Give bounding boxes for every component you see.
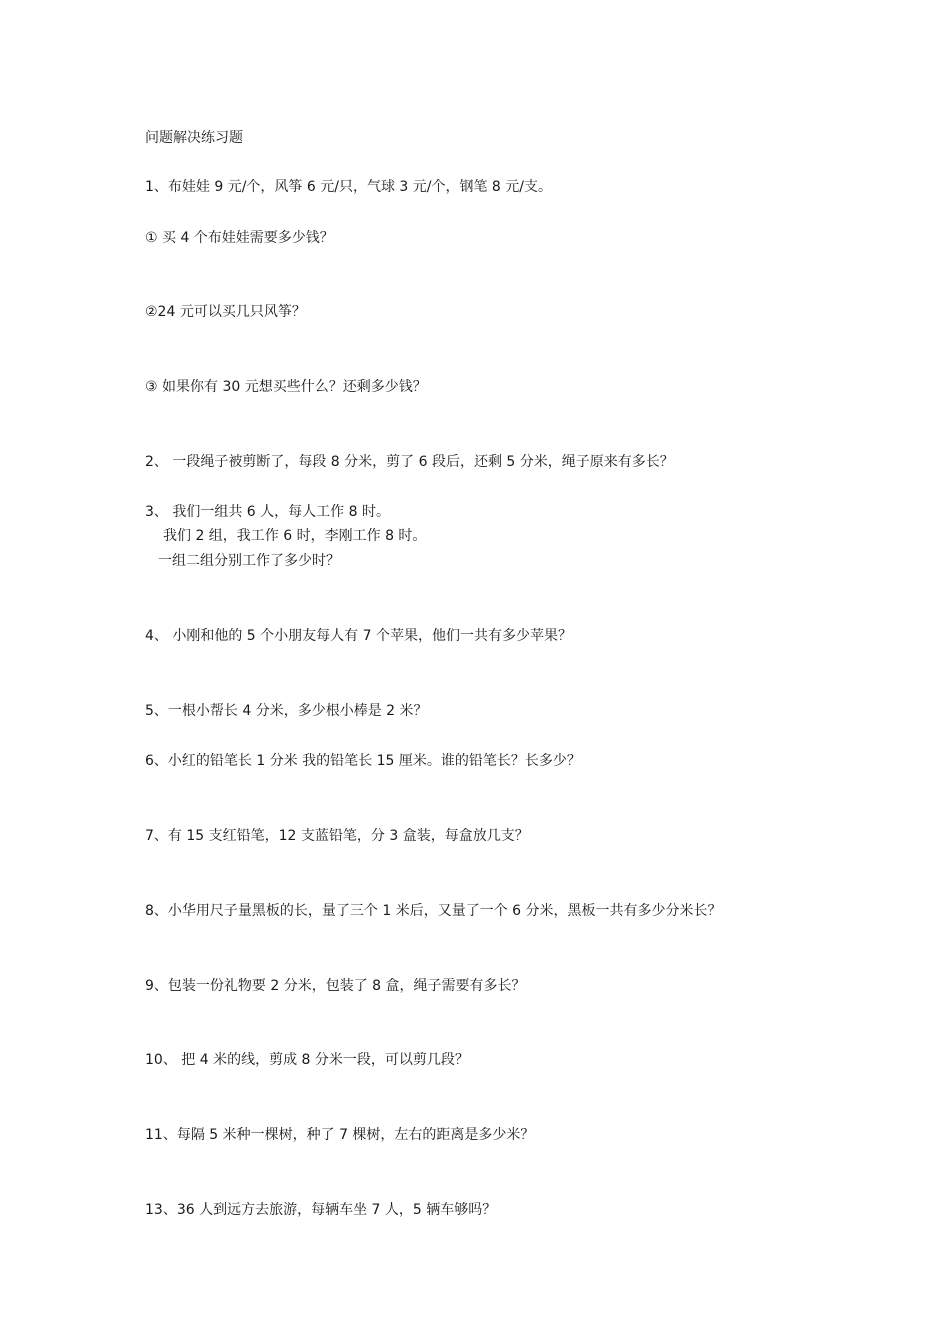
question-6: 6、小红的铅笔长 1 分米 我的铅笔长 15 厘米。谁的铅笔长？长多少？ (145, 753, 581, 769)
question-8: 8、小华用尺子量黑板的长，量了三个 1 米后，又量了一个 6 分米，黑板一共有多少分米长？ (145, 903, 722, 919)
question-1-part-3: ③ 如果你有 30 元想买些什么？还剩多少钱？ (145, 379, 427, 395)
question-11: 11、每隔 5 米种一棵树，种了 7 棵树，左右的距离是多少米？ (145, 1127, 535, 1143)
question-13: 13、36 人到远方去旅游，每辆车坐 7 人，5 辆车够吗？ (145, 1202, 497, 1218)
question-1: 1、布娃娃 9 元/个，风筝 6 元/只，气球 3 元/个，钢笔 8 元/支。 (145, 179, 553, 195)
question-3-line-3: 一组二组分别工作了多少时？ (158, 553, 340, 569)
question-9: 9、包装一份礼物要 2 分米，包装了 8 盒，绳子需要有多长？ (145, 978, 526, 994)
document-title: 问题解决练习题 (145, 130, 243, 146)
question-4: 4、 小刚和他的 5 个小朋友每人有 7 个苹果，他们一共有多少苹果？ (145, 628, 572, 644)
question-10: 10、 把 4 米的线，剪成 8 分米一段，可以剪几段？ (145, 1052, 469, 1068)
question-3: 3、 我们一组共 6 人，每人工作 8 时。 (145, 504, 390, 520)
question-5: 5、一根小帮长 4 分米，多少根小棒是 2 米？ (145, 703, 428, 719)
question-3-line-2: 我们 2 组，我工作 6 时，李刚工作 8 时。 (163, 528, 427, 544)
question-2: 2、 一段绳子被剪断了，每段 8 分米，剪了 6 段后，还剩 5 分米，绳子原来有多长？ (145, 454, 674, 470)
question-1-part-1: ① 买 4 个布娃娃需要多少钱？ (145, 230, 334, 246)
question-7: 7、有 15 支红铅笔，12 支蓝铅笔，分 3 盒装，每盒放几支？ (145, 828, 529, 844)
question-1-part-2: ②24 元可以买几只风筝？ (145, 304, 306, 320)
